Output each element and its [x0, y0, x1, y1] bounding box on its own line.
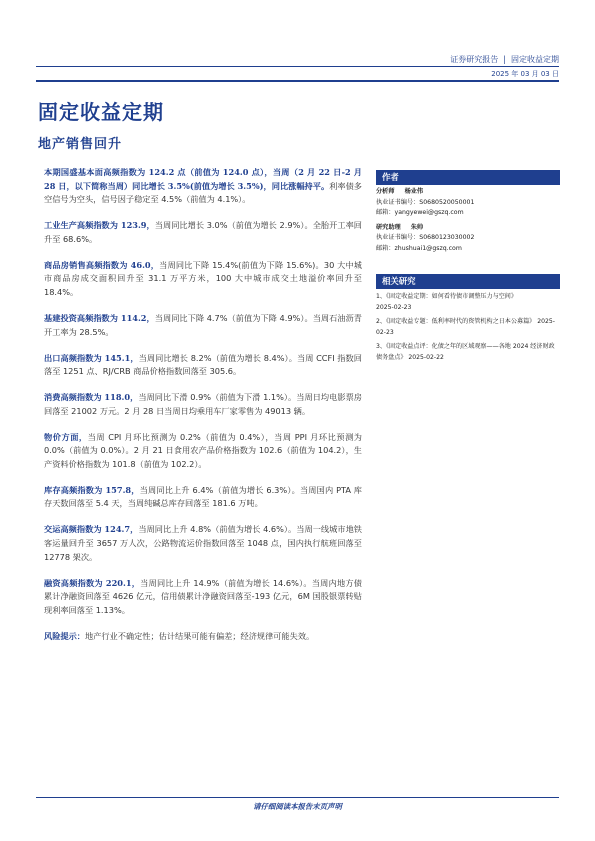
paragraph-body: 地产行业不确定性；估计结果可能有偏差；经济规律可能失效。: [84, 630, 315, 641]
analyst-email[interactable]: 邮箱：zhushuai1@gszq.com: [376, 244, 462, 252]
analyst-role: 研究助理: [376, 223, 401, 231]
header-separator: |: [503, 55, 506, 64]
analyst-card: [376, 187, 560, 219]
paragraph-body: 当周同比上升 4.8%（前值为增长 4.6%）。当周一线城市地铁客运量回升至 3657 万人次，公路物流运价指数回落至 1048 点，国内执行航班回落至 12778 架次。: [44, 524, 362, 562]
analyst-cert: 执业证书编号：S0680123030002: [376, 234, 475, 241]
paragraph-lead: 融资高频指数为 220.1，: [44, 577, 141, 588]
analyst-list: [376, 187, 560, 254]
analyst-name: 朱帅: [410, 223, 424, 231]
summary-paragraph: [44, 577, 362, 618]
report-header-tags: [450, 54, 559, 65]
paragraph-body: 当周 CPI 月环比预测为 0.2%（前值为 0.4%），当周 PPI 月环比预测为 0.0%（前值为 0.0%）。2 月 21 日食用农产品价格指数为 102.6（前值为 104.2），生产资料价格指数为 101.8（前值为 102.2）。: [44, 431, 362, 469]
related-title[interactable]: 3、《固定收益点评：化债之年的区域观察——各地 2024 经济财政债务盘点》: [376, 343, 555, 361]
paragraph-lead: 库存高频指数为 157.8，: [44, 484, 140, 495]
summary-paragraph: [44, 484, 362, 511]
report-category-label: 固定收益定期: [511, 55, 559, 64]
related-research-item[interactable]: [376, 292, 560, 313]
summary-paragraph: [44, 219, 362, 246]
paragraph-lead: 消费高频指数为 118.0，: [44, 392, 139, 403]
paragraph-body: 当周同比增长 8.2%（前值为增长 8.4%）。当周 CCFI 指数回落至 1251 点、RJ/CRB 商品价格指数回落至 305.6。: [44, 352, 362, 377]
report-summary: [44, 166, 362, 656]
report-type-label: 证券研究报告: [450, 55, 499, 64]
analyst-email[interactable]: 邮箱：yangyewei@gszq.com: [376, 209, 464, 216]
related-research-item[interactable]: [376, 342, 560, 363]
paragraph-lead: 本期国盛基本面高频指数为 124.2 点（前值为 124.0 点），当周（2 月 22 日-2 月 28 日，以下简称当周）同比增长 3.5%(前值为增长 3.5%)，同比涨幅持平。: [44, 167, 362, 191]
risk-warning: [44, 630, 362, 644]
summary-paragraph: [44, 166, 362, 207]
header-divider-thick: [36, 80, 559, 82]
paragraph-lead: 出口高频指数为 145.1，: [44, 352, 139, 363]
summary-paragraph: [44, 312, 362, 339]
summary-paragraph: [44, 523, 362, 564]
related-date: 2025-02-22: [408, 353, 444, 361]
paragraph-body: 当周同比下滑 0.9%（前值为下滑 1.1%）。当周日均电影票房回落至 21002 万元。2 月 28 日当周日均乘用车厂家零售为 49013 辆。: [44, 392, 362, 416]
paragraph-lead: 风险提示：: [44, 630, 85, 641]
paragraph-body: 当周同比上升 6.4%（前值为增长 6.3%）。当周国内 PTA 库存天数回落至 5.4 天，当周纯碱总库存回落至 181.6 万吨。: [44, 484, 362, 509]
report-subtitle: 地产销售回升: [38, 137, 123, 152]
report-title: 固定收益定期: [38, 100, 164, 124]
authors-heading: 作者: [376, 170, 560, 185]
related-date: 2025-02-23: [376, 318, 555, 336]
paragraph-lead: 物价方面，: [44, 431, 88, 442]
header-divider: [36, 66, 559, 67]
related-research-heading: 相关研究: [376, 274, 560, 289]
paragraph-body: 当周同比增长 3.0%（前值为增长 2.9%）。全胎开工率回升至 68.6%。: [44, 220, 362, 244]
paragraph-lead: 商品房销售高频指数为 46.0，: [44, 259, 160, 270]
summary-paragraph: [44, 259, 362, 300]
related-title[interactable]: 1、《固定收益定期：如何看待债市调整压力与空间》: [376, 293, 517, 300]
paragraph-lead: 工业生产高频指数为 123.9，: [44, 220, 155, 231]
analyst-name: 杨业伟: [404, 188, 424, 195]
related-date: 2025-02-23: [376, 303, 412, 311]
analyst-cert: 执业证书编号：S0680520050001: [376, 198, 475, 206]
summary-paragraph: [44, 352, 362, 379]
sidebar: [376, 170, 560, 361]
related-research-list: [376, 292, 560, 368]
paragraph-lead: 交运高频指数为 124.7，: [44, 524, 139, 535]
paragraph-body: 当周同比上升 14.9%（前值为增长 14.6%）。当周内地方债累计净融资回落至 4626 亿元，信用债累计净融资回落至-193 亿元，6M 国股银票转贴现利率回落至 1.13%。: [44, 577, 362, 615]
paragraph-lead: 基建投资高频指数为 114.2，: [44, 312, 155, 323]
summary-paragraph: [44, 391, 362, 418]
paragraph-body: 当周同比下降 15.4%(前值为下降 15.6%)。30 大中城市商品房成交面积回升至 31.1 万平方米，100 大中城市成交土地溢价率回升至 18.4%。: [44, 259, 362, 297]
related-research-item[interactable]: [376, 317, 560, 338]
footer-divider: [36, 797, 559, 798]
analyst-card: [376, 223, 560, 255]
paragraph-body: 当周同比下降 4.7%（前值为下降 4.9%）。当周石油沥青开工率为 28.5%。: [44, 312, 362, 337]
related-title[interactable]: 2、《固定收益专题：低利率时代的资管机构之日本公募篇》: [376, 318, 536, 326]
footer-disclaimer[interactable]: 请仔细阅读本报告末页声明: [253, 802, 342, 811]
summary-paragraph: [44, 431, 362, 472]
paragraph-body: 利率债多空信号为空头，信号因子稳定至 4.5%（前值为 4.1%）。: [44, 180, 362, 205]
analyst-role: 分析师: [376, 188, 395, 195]
report-date: 2025 年 03 月 03 日: [491, 70, 559, 78]
